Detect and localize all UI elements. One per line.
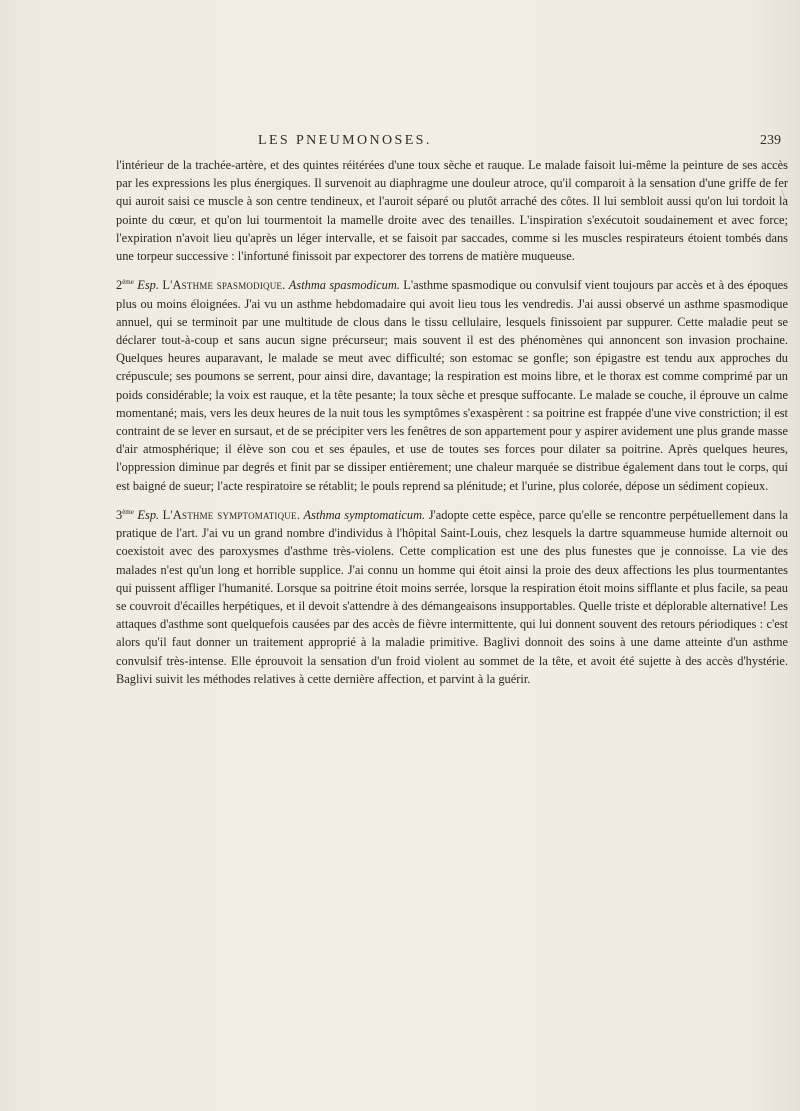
page-number: 239 bbox=[760, 133, 781, 148]
paragraph-species-3 bbox=[116, 503, 788, 688]
species-abbrev: Esp. bbox=[137, 278, 159, 293]
species-label: L'Asthme spasmodique. bbox=[162, 278, 286, 293]
species-number: 3ème bbox=[116, 507, 134, 522]
species-abbrev: Esp. bbox=[137, 507, 160, 522]
page-header bbox=[0, 133, 800, 153]
paragraph-text: l'intérieur de la trachée-artère, et des quintes réitérées d'une toux sèche et rauque. Le malade faisoit lui-même la peinture de ses accès par les expressions les plus énergiques. Il survenoit au diaphragme une douleur atroce, qu'il comparoit à la sensation d'une griffe de fer qui auroit saisi ce muscle à son centre tendineux, et l'auroit séparé ou plutôt arraché des côtes. Il lui sembloit aussi qu'on lui tordoit la pointe du cœur, et qu'on lui tourmentoit la mamelle droite avec des tenailles. L'inspiration s'exécutoit soudainement et avec force; l'expiration n'avoit lieu qu'après un léger intervalle, et se faisoit par saccades, comme si les muscles respirateurs étoient tombés dans une torpeur successive : l'infortuné finissoit par expectorer des torrens de matière muqueuse. bbox=[116, 158, 788, 264]
running-title: LES PNEUMONOSES. bbox=[258, 133, 432, 148]
paragraph-text: J'adopte cette espèce, parce qu'elle se rencontre perpétuellement dans la pratique de l'art. J'ai vu un grand nombre d'individus à l'hôpital Saint-Louis, chez lesquels la dartre squammeuse humide alternoit ou coexistoit avec des paroxysmes d'asthme très-violens. Cette complication est une des plus funestes que je connoisse. La vie des malades n'est qu'un long et horrible supplice. J'ai connu un homme qui étoit ainsi la proie des deux affections les plus tourmentantes qui puissent affliger l'humanité. Lorsque sa poitrine étoit moins serrée, lorsque la respiration étoit moins sifflante et plus facile, sa peau se couvroit d'écailles herpétiques, et il devoit s'attendre à des démangeaisons insupportables. Quelle triste et déplorable alternative! Les attaques d'asthme sont quelquefois causées par des accès de fièvre intermittente, qui lui donnent souvent des retours périodiques : c'est alors qu'il faut donner un traitement approprié à la maladie primitive. Baglivi donnoit des soins à une dame atteinte d'un asthme convulsif très-intense. Elle éprouvoit la sensation d'un froid violent au sommet de la tête, et avoit été sujette à des accès d'hystérie. Baglivi suivit les méthodes relatives à cette dernière affection, et parvint à la guérir. bbox=[116, 507, 788, 686]
body-text bbox=[116, 156, 788, 696]
species-latin-name: Asthma symptomaticum. bbox=[303, 507, 426, 522]
species-latin-name: Asthma spasmodicum. bbox=[288, 278, 400, 293]
paragraph-text: L'asthme spasmodique ou convulsif vient toujours par accès et à des époques plus ou moins éloignées. J'ai vu un asthme hebdomadaire qui avoit lieu tous les vendredis. J'ai aussi observé un asthme spasmodique annuel, qui se terminoit par une multitude de clous dans le tissu cellulaire, lesquels finissoient par suppurer. Cette maladie peut se déclarer tout-à-coup et sans aucun signe précurseur; mais souvent il est des phénomènes qui annoncent son invasion prochaine. Quelques heures auparavant, le malade se meut avec difficulté; son estomac se gonfle; son épigastre est tendu aux approches du crépuscule; ses poumons se serrent, pour ainsi dire, davantage; la respiration est moins libre, et le thorax est comme comprimé par un poids considérable; la voix est rauque, et la tête pesante; la toux sèche et presque suffocante. Le malade se couche, il éprouve un calme momentané; mais, vers les deux heures de la nuit tous les symptômes s'exaspèrent : sa poitrine est frappée d'une vive constriction; il est contraint de se lever en sursaut, et de se précipiter vers les fenêtres de son appartement pour y aspirer avidement une plus grande masse d'air atmosphérique; il élève son cou et ses épaules, et use de toutes ses forces pour dilater sa poitrine. Après quelques heures, l'oppression diminue par degrés et finit par se dissiper entièrement; une chaleur marquée se distribue également dans tout le corps, qui est baigné de sueur; l'acte respiratoire se rétablit; le pouls reprend sa plénitude; et l'urine, plus colorée, dépose un sédiment copieux. bbox=[116, 278, 788, 493]
species-label: L'Asthme symptomatique. bbox=[162, 507, 300, 522]
paragraph-species-2 bbox=[116, 273, 788, 495]
paragraph-continuation bbox=[116, 156, 788, 265]
species-number: 2ème bbox=[116, 278, 134, 293]
